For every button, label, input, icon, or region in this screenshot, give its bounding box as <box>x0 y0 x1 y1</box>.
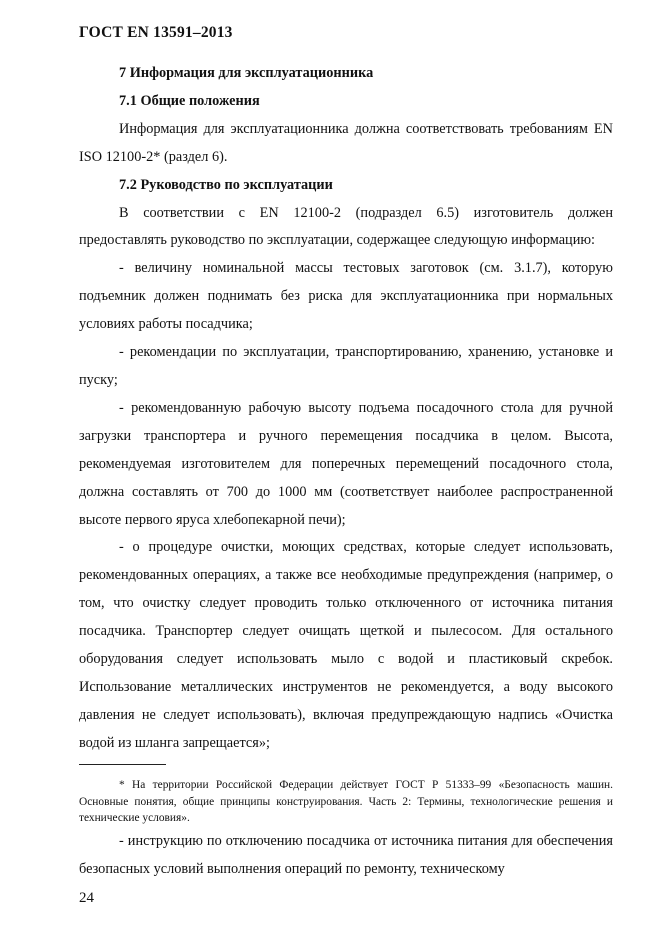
list-item-cleaning-procedure: - о процедуре очистки, моющих средствах, которые следует использовать, рекомендованных операциях, а также все необходимые предупреждения (например, о том, что очистку следует проводить только отключенного от источника питания посадчика. Транспортер следует очищать щеткой и пылесосом. Для остального оборудования следует использовать мыло с водой и пластиковый скребок. Использование металлических инструментов не рекомендуется, а воду высокого давления не следует использовать), включая предупреждающую надпись «Очистка водой из шланга запрещается»; <box>79 539 613 751</box>
page-number: 24 <box>79 890 94 906</box>
list-item-working-height: - рекомендованную рабочую высоту подъема посадочного стола для ручной загрузки транспортера и ручного перемещения посадчика в целом. Высота, рекомендуемая изготовителем для поперечных перемещений посадочного стола, должна составлять от 700 до 1000 мм (соответствует наиболее распространенной высоте первого яруса хлебопекарной печи); <box>79 399 613 528</box>
section-7-2-intro: В соответствии с EN 12100-2 (подраздел 6.5) изготовитель должен предоставлять руководство по эксплуатации, содержащее следующую информацию: <box>79 204 613 249</box>
list-item-nominal-mass: - величину номинальной массы тестовых заготовок (см. 3.1.7), которую подъемник должен поднимать без риска для эксплуатационника при нормальных условиях работы посадчика; <box>79 260 613 333</box>
footnote-text: * На территории Российской Федерации действует ГОСТ Р 51333–99 «Безопасность машин. Основные понятия, общие принципы конструирования. Часть 2: Термины, технологические решения и технические условия». <box>79 779 613 824</box>
standard-designation: ГОСТ EN 13591–2013 <box>79 24 233 41</box>
section-7-2-heading: 7.2 Руководство по эксплуатации <box>119 176 333 193</box>
list-item-recommendations: - рекомендации по эксплуатации, транспортированию, хранению, установке и пуску; <box>79 344 613 388</box>
list-item-disconnection: - инструкцию по отключению посадчика от источника питания для обеспечения безопасных условий выполнения операций по ремонту, техническому <box>79 833 613 877</box>
footnote-divider <box>79 764 166 765</box>
main-text <box>79 60 613 758</box>
section-7-1-paragraph: Информация для эксплуатационника должна соответствовать требованиям EN ISO 12100-2* (раздел 6). <box>79 120 613 165</box>
continued-text <box>79 828 613 884</box>
footnote <box>79 777 613 827</box>
section-7-heading: 7 Информация для эксплуатационника <box>119 65 374 81</box>
section-7-1-heading: 7.1 Общие положения <box>119 92 260 109</box>
